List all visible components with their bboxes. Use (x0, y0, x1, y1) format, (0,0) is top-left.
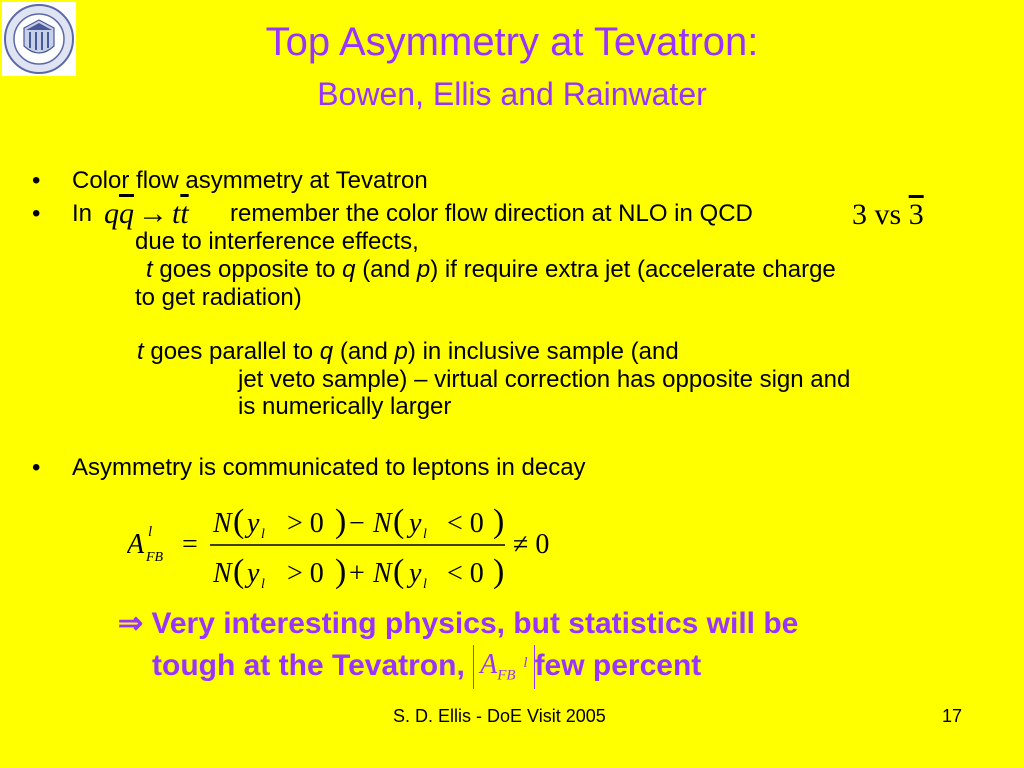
svg-text:=: = (182, 529, 198, 560)
svg-text:< 0: < 0 (447, 558, 484, 589)
conclusion-line-2: tough at the Tevatron, $A_{FB}$ l few percent (152, 645, 701, 689)
svg-text:(: ( (233, 503, 245, 540)
svg-text:l: l (148, 524, 153, 540)
svg-text:l: l (261, 577, 265, 590)
implies-arrow: ⇒ (118, 607, 144, 640)
svg-text:(: ( (393, 503, 405, 540)
svg-text:N: N (373, 508, 392, 539)
svg-text:y: y (409, 508, 422, 539)
svg-text:l: l (423, 577, 427, 590)
svg-text:≠ 0: ≠ 0 (513, 529, 550, 560)
svg-text:N: N (373, 558, 392, 589)
svg-text:> 0: > 0 (287, 558, 324, 589)
interference-line: due to interference effects, (135, 228, 419, 255)
svg-text:y: y (247, 558, 260, 589)
svg-text:N: N (213, 508, 232, 539)
bullet-marker: • (32, 454, 41, 481)
bullet-marker: • (32, 167, 41, 194)
bullet-marker: • (32, 200, 41, 227)
parallel-line-continued-2: is numerically larger (238, 393, 452, 420)
svg-text:l: l (423, 527, 427, 542)
svg-text:y: y (247, 508, 260, 539)
svg-text:y: y (409, 558, 422, 589)
svg-text:N: N (213, 558, 232, 589)
footer-credit: S. D. Ellis - DoE Visit 2005 (393, 706, 606, 726)
svg-text:> 0: > 0 (287, 508, 324, 539)
parallel-line: t goes parallel to q (and p) in inclusive sample (and (137, 338, 679, 365)
svg-text:< 0: < 0 (447, 508, 484, 539)
svg-text:FB: FB (146, 550, 164, 565)
qqbar-to-ttbar-expression: $q\overline{q} \to t\overline{t}$ (104, 197, 189, 230)
svg-text:): ) (335, 553, 347, 590)
three-vs-threebar-expression: 3 vs 3 (852, 198, 924, 231)
svg-text:): ) (493, 503, 505, 540)
svg-text:l: l (261, 527, 265, 542)
bullet-color-flow: Color flow asymmetry at Tevatron (72, 167, 428, 194)
opposite-line: t goes opposite to q (and p) if require extra jet (accelerate charge (146, 256, 836, 283)
page-number: 17 (942, 706, 963, 726)
svg-text:): ) (335, 503, 347, 540)
bullet-color-flow-direction: remember the color flow direction at NLO in QCD (230, 200, 753, 227)
afb-formula (127, 500, 577, 590)
parallel-line-continued: jet veto sample) – virtual correction has opposite sign and (238, 366, 851, 393)
svg-text:A: A (127, 529, 145, 560)
svg-text:+: + (349, 558, 365, 589)
slide-subtitle: Bowen, Ellis and Rainwater (317, 76, 707, 112)
conclusion-line-1: ⇒ Very interesting physics, but statistics will be (118, 607, 799, 640)
svg-text:(: ( (393, 553, 405, 590)
afb-absolute-value: $A_{FB}$ l (473, 645, 534, 689)
bullet-lepton-asymmetry: Asymmetry is communicated to leptons in decay (72, 454, 586, 481)
svg-text:(: ( (233, 553, 245, 590)
slide-title: Top Asymmetry at Tevatron: (265, 20, 759, 64)
svg-text:): ) (493, 553, 505, 590)
opposite-line-continued: to get radiation) (135, 284, 302, 311)
svg-text:−: − (349, 508, 365, 539)
bullet-in-label: In (72, 200, 93, 227)
